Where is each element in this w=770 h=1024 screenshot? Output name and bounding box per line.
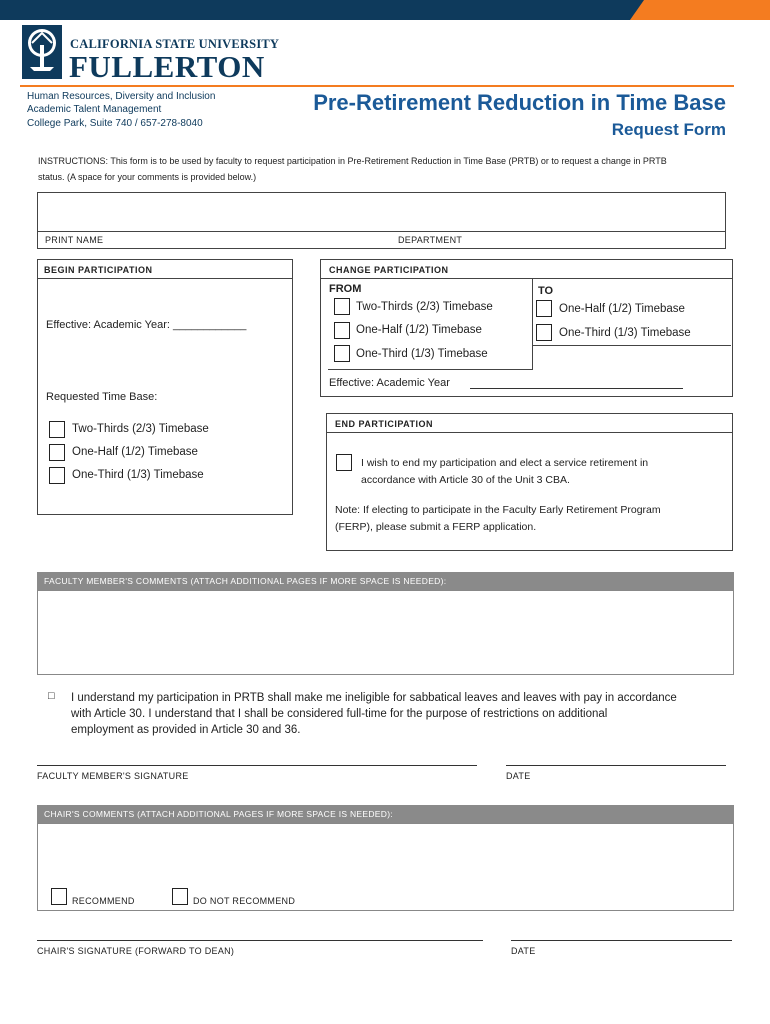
begin-two-thirds-checkbox[interactable] bbox=[49, 421, 65, 438]
recommend-checkbox[interactable] bbox=[51, 888, 67, 905]
acknowledgment-line2: with Article 30. I understand that I shall be considered full-time for the purpose of restrictions on additional bbox=[71, 708, 608, 720]
header-divider bbox=[20, 85, 734, 87]
to-label: TO bbox=[538, 285, 554, 297]
begin-effective-label: Effective: Academic Year: ____________ bbox=[46, 319, 247, 331]
instructions bbox=[38, 153, 738, 185]
end-text-line2: accordance with Article 30 of the Unit 3 CBA. bbox=[361, 474, 570, 486]
faculty-date-line[interactable] bbox=[506, 765, 726, 766]
university-name-line2: FULLERTON bbox=[69, 49, 265, 84]
change-effective-label: Effective: Academic Year bbox=[329, 377, 450, 389]
change-participation-header: CHANGE PARTICIPATION bbox=[329, 265, 449, 275]
end-participation-panel bbox=[326, 413, 733, 551]
faculty-signature-label: FACULTY MEMBER'S SIGNATURE bbox=[37, 771, 189, 781]
ferp-note-line1: Note: If electing to participate in the Faculty Early Retirement Program bbox=[335, 504, 661, 516]
chair-comments-header: CHAIR'S COMMENTS (ATTACH ADDITIONAL PAGES IF MORE SPACE IS NEEDED): bbox=[37, 805, 734, 824]
faculty-signature-line[interactable] bbox=[37, 765, 477, 766]
to-one-half-label: One-Half (1/2) Timebase bbox=[559, 303, 685, 315]
acknowledgment-line1: I understand my participation in PRTB shall make me ineligible for sabbatical leaves and leaves with pay in accordance bbox=[71, 692, 677, 704]
to-one-half-checkbox[interactable] bbox=[536, 300, 552, 317]
from-two-thirds-checkbox[interactable] bbox=[334, 298, 350, 315]
name-department-box[interactable] bbox=[37, 192, 726, 249]
begin-one-half-checkbox[interactable] bbox=[49, 444, 65, 461]
begin-one-third-checkbox[interactable] bbox=[49, 467, 65, 484]
change-participation-panel bbox=[320, 259, 733, 397]
begin-one-third-label: One-Third (1/3) Timebase bbox=[72, 469, 204, 481]
to-one-third-checkbox[interactable] bbox=[536, 324, 552, 341]
chair-signature-label: CHAIR'S SIGNATURE (FORWARD TO DEAN) bbox=[37, 946, 235, 956]
instructions-line2: status. (A space for your comments is provided below.) bbox=[38, 172, 257, 182]
change-effective-year-field[interactable] bbox=[470, 388, 683, 389]
acknowledgment-checkbox[interactable]: □ bbox=[48, 690, 55, 702]
recommend-label: RECOMMEND bbox=[72, 896, 135, 906]
to-one-third-label: One-Third (1/3) Timebase bbox=[559, 327, 691, 339]
begin-two-thirds-label: Two-Thirds (2/3) Timebase bbox=[72, 423, 209, 435]
begin-participation-panel bbox=[37, 259, 293, 515]
end-text-line1: I wish to end my participation and elect a service retirement in bbox=[361, 457, 649, 469]
chair-comments-field[interactable] bbox=[37, 823, 734, 911]
from-two-thirds-label: Two-Thirds (2/3) Timebase bbox=[356, 301, 493, 313]
chair-date-label: DATE bbox=[511, 946, 536, 956]
end-participation-checkbox[interactable] bbox=[336, 454, 352, 471]
from-one-half-checkbox[interactable] bbox=[334, 322, 350, 339]
form-title: Pre-Retirement Reduction in Time Base bbox=[313, 90, 726, 115]
faculty-date-label: DATE bbox=[506, 771, 531, 781]
university-logo-icon bbox=[22, 25, 62, 79]
instructions-line1: INSTRUCTIONS: This form is to be used by faculty to request participation in Pre-Retirement Reduction in Time Base (PRTB) or to request a change in PRTB bbox=[38, 156, 667, 166]
form-subtitle: Request Form bbox=[611, 120, 726, 139]
do-not-recommend-label: DO NOT RECOMMEND bbox=[193, 896, 296, 906]
end-participation-header: END PARTICIPATION bbox=[335, 419, 433, 429]
dept-line2: Academic Talent Management bbox=[27, 104, 162, 115]
acknowledgment-line3: employment as provided in Article 30 and 36. bbox=[71, 724, 301, 736]
faculty-comments-field[interactable] bbox=[37, 590, 734, 675]
chair-signature-line[interactable] bbox=[37, 940, 483, 941]
top-banner-accent bbox=[630, 0, 770, 20]
dept-line3: College Park, Suite 740 / 657-278-8040 bbox=[27, 118, 203, 129]
requested-time-base-label: Requested Time Base: bbox=[46, 391, 158, 403]
university-name-line1: CALIFORNIA STATE UNIVERSITY bbox=[70, 37, 280, 51]
department-label: DEPARTMENT bbox=[398, 235, 463, 245]
begin-participation-header: BEGIN PARTICIPATION bbox=[44, 265, 153, 275]
from-one-third-checkbox[interactable] bbox=[334, 345, 350, 362]
from-label: FROM bbox=[329, 283, 362, 295]
from-one-third-label: One-Third (1/3) Timebase bbox=[356, 348, 488, 360]
dept-line1: Human Resources, Diversity and Inclusion bbox=[27, 91, 216, 102]
acknowledgment-text bbox=[71, 690, 741, 738]
ferp-note-line2: (FERP), please submit a FERP application. bbox=[335, 521, 537, 533]
begin-one-half-label: One-Half (1/2) Timebase bbox=[72, 446, 198, 458]
faculty-comments-header: FACULTY MEMBER'S COMMENTS (ATTACH ADDITIONAL PAGES IF MORE SPACE IS NEEDED): bbox=[37, 572, 734, 591]
from-one-half-label: One-Half (1/2) Timebase bbox=[356, 324, 482, 336]
chair-date-line[interactable] bbox=[511, 940, 732, 941]
do-not-recommend-checkbox[interactable] bbox=[172, 888, 188, 905]
print-name-label: PRINT NAME bbox=[45, 235, 104, 245]
